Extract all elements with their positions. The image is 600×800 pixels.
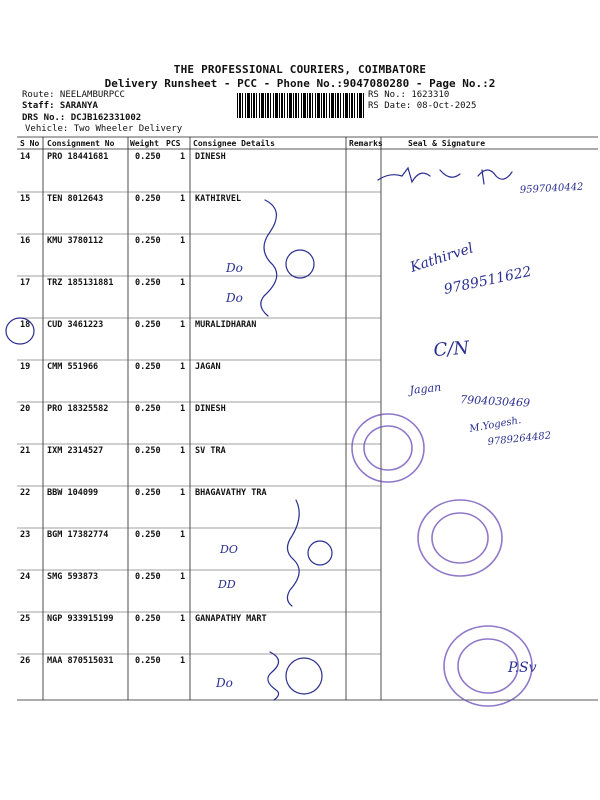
cell-consignee: MURALIDHARAN — [195, 320, 257, 330]
table-row — [0, 236, 600, 278]
cell-sno: 20 — [20, 404, 31, 414]
cell-sno: 21 — [20, 446, 31, 456]
header-weight: Weight — [130, 139, 159, 148]
cell-weight: 0.250 — [135, 320, 161, 330]
cell-weight: 0.250 — [135, 488, 161, 498]
cell-pcs: 1 — [180, 614, 186, 624]
handwritten-name-19: Jagan — [408, 380, 442, 397]
cell-consignee: KATHIRVEL — [195, 194, 242, 204]
table-row — [0, 278, 600, 320]
handwritten-sign-26: P.Sv — [508, 660, 537, 676]
cell-weight: 0.250 — [135, 152, 161, 162]
cell-sno: 18 — [20, 320, 31, 330]
drs-label: DRS No.: DCJB162331002 — [22, 113, 142, 123]
cell-consignee: DINESH — [195, 152, 226, 162]
cell-consignment: SMG 593873 — [47, 572, 99, 582]
handwritten-ditto-26: Do — [216, 676, 233, 690]
table-row — [0, 194, 600, 236]
header-sno: S No — [20, 139, 40, 148]
header-remarks: Remarks — [349, 139, 383, 148]
cell-weight: 0.250 — [135, 278, 161, 288]
staff-label: Staff: SARANYA — [22, 101, 98, 111]
cell-consignment: NGP 933915199 — [47, 614, 114, 624]
handwritten-ditto-17: Do — [226, 291, 243, 305]
handwritten-name-20: M.Yogesh. — [468, 415, 522, 435]
cell-pcs: 1 — [180, 488, 186, 498]
cell-consignment: BBW 104099 — [47, 488, 99, 498]
cell-weight: 0.250 — [135, 446, 161, 456]
table-row — [0, 656, 600, 698]
cell-sno: 15 — [20, 194, 31, 204]
cell-pcs: 1 — [180, 194, 186, 204]
cell-consignment: CMM 551966 — [47, 362, 99, 372]
cell-sno: 16 — [20, 236, 31, 246]
cell-weight: 0.250 — [135, 194, 161, 204]
document-subtitle: Delivery Runsheet - PCC - Phone No.:9047080280 - Page No.:2 — [104, 77, 496, 90]
cell-weight: 0.250 — [135, 362, 161, 372]
cell-consignee: BHAGAVATHY TRA — [195, 488, 267, 498]
table-row — [0, 446, 600, 488]
cell-consignment: TEN 8012643 — [47, 194, 104, 204]
route-label: Route: NEELAMBURPCC — [22, 90, 125, 100]
cell-pcs: 1 — [180, 446, 186, 456]
cell-consignee: JAGAN — [195, 362, 221, 372]
cell-consignment: MAA 870515031 — [47, 656, 114, 666]
handwritten-name-15: Kathirvel — [408, 240, 476, 276]
cell-consignment: PRO 18441681 — [47, 152, 109, 162]
cell-sno: 26 — [20, 656, 31, 666]
table-row — [0, 530, 600, 572]
handwritten-cn-18: C/N — [432, 337, 470, 361]
table-row — [0, 152, 600, 194]
header-consignment: Consignment No — [47, 139, 115, 148]
cell-sno: 25 — [20, 614, 31, 624]
cell-sno: 19 — [20, 362, 31, 372]
cell-pcs: 1 — [180, 152, 186, 162]
handwritten-phone-20: 9789264482 — [487, 430, 552, 448]
cell-consignment: IXM 2314527 — [47, 446, 104, 456]
cell-sno: 17 — [20, 278, 31, 288]
handwritten-ditto-24: DD — [218, 578, 236, 591]
handwritten-phone-14: 9597040442 — [519, 181, 584, 196]
cell-consignment: CUD 3461223 — [47, 320, 104, 330]
cell-weight: 0.250 — [135, 530, 161, 540]
cell-sno: 14 — [20, 152, 31, 162]
cell-weight: 0.250 — [135, 656, 161, 666]
table-row — [0, 488, 600, 530]
cell-consignee: GANAPATHY MART — [195, 614, 267, 624]
cell-weight: 0.250 — [135, 236, 161, 246]
cell-consignment: KMU 3780112 — [47, 236, 104, 246]
handwritten-phone-16: 9789511622 — [442, 263, 533, 298]
table-row — [0, 572, 600, 614]
cell-pcs: 1 — [180, 236, 186, 246]
rs-date: RS Date: 08-Oct-2025 — [368, 101, 477, 111]
cell-pcs: 1 — [180, 572, 186, 582]
cell-pcs: 1 — [180, 278, 186, 288]
cell-consignment: PRO 18325582 — [47, 404, 109, 414]
cell-sno: 23 — [20, 530, 31, 540]
table-row — [0, 362, 600, 404]
cell-pcs: 1 — [180, 530, 186, 540]
cell-consignee: DINESH — [195, 404, 226, 414]
handwritten-ditto-16: Do — [226, 261, 243, 275]
cell-weight: 0.250 — [135, 572, 161, 582]
handwritten-ditto-23: DO — [220, 543, 238, 556]
table-row — [0, 320, 600, 362]
cell-weight: 0.250 — [135, 614, 161, 624]
cell-sno: 22 — [20, 488, 31, 498]
rs-number: RS No.: 1623310 — [368, 90, 450, 100]
cell-pcs: 1 — [180, 362, 186, 372]
cell-pcs: 1 — [180, 656, 186, 666]
cell-consignee: SV TRA — [195, 446, 226, 456]
cell-sno: 24 — [20, 572, 31, 582]
table-row — [0, 404, 600, 446]
barcode — [237, 93, 365, 118]
table-row — [0, 614, 600, 656]
header-seal: Seal & Signature — [408, 139, 486, 148]
cell-pcs: 1 — [180, 320, 186, 330]
document-title: THE PROFESSIONAL COURIERS, COIMBATORE — [173, 63, 427, 76]
header-consignee: Consignee Details — [193, 139, 275, 148]
vehicle-label: Vehicle: Two Wheeler Delivery — [25, 124, 183, 134]
cell-consignment: BGM 17382774 — [47, 530, 109, 540]
cell-pcs: 1 — [180, 404, 186, 414]
cell-weight: 0.250 — [135, 404, 161, 414]
cell-consignment: TRZ 185131881 — [47, 278, 114, 288]
header-pcs: PCS — [166, 139, 181, 148]
handwritten-phone-19: 7904030469 — [459, 393, 531, 410]
